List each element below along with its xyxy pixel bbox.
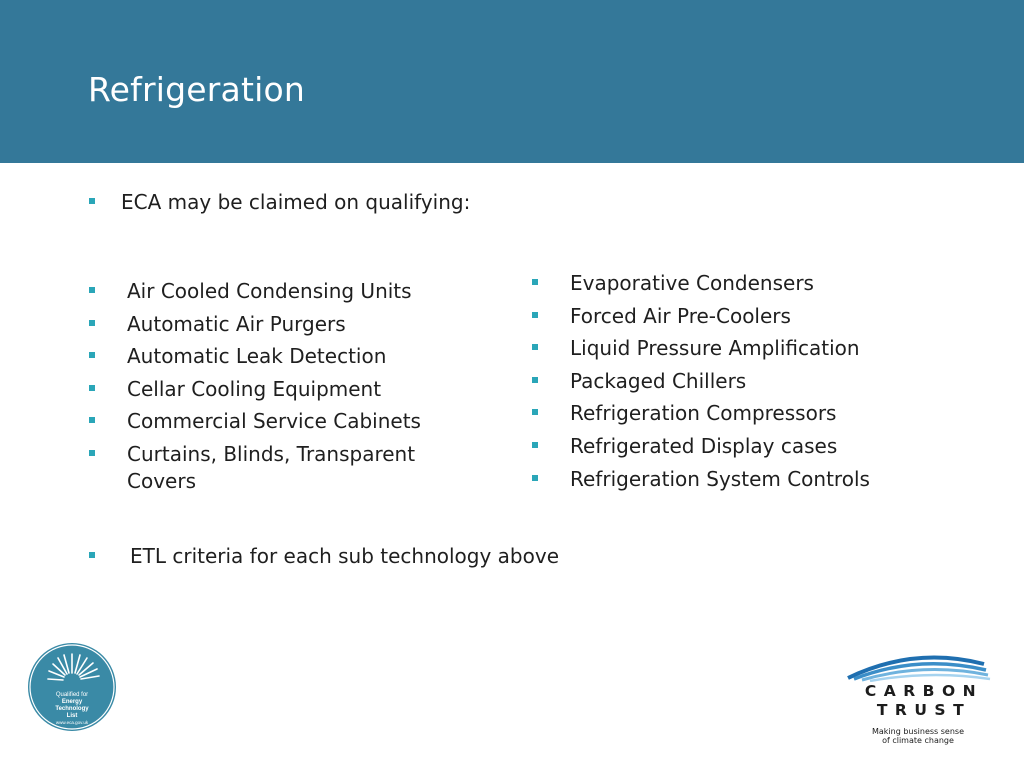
- left-item-list: [89, 278, 467, 500]
- bullet-square-icon: [532, 279, 538, 285]
- list-item: Refrigerated Display cases: [532, 433, 870, 460]
- list-item: Packaged Chillers: [532, 368, 870, 395]
- intro-text: ECA may be claimed on qualifying:: [121, 190, 471, 214]
- list-item: Commercial Service Cabinets: [89, 408, 467, 435]
- eca-line2: Energy: [61, 699, 83, 705]
- bullet-square-icon: [532, 312, 538, 318]
- bullet-square-icon: [89, 417, 95, 423]
- list-item: Air Cooled Condensing Units: [89, 278, 467, 305]
- carbon-trust-word1: CARBON: [864, 682, 984, 700]
- bullet-square-icon: [89, 287, 95, 293]
- bullet-square-icon: [532, 377, 538, 383]
- carbon-trust-word2: TRUST: [876, 701, 972, 719]
- list-item: Liquid Pressure Amplification: [532, 335, 870, 362]
- bullet-square-icon: [532, 475, 538, 481]
- eca-line4: List: [66, 713, 78, 719]
- eca-line3: Technology: [55, 706, 89, 712]
- list-item: Automatic Air Purgers: [89, 311, 467, 338]
- list-item: Cellar Cooling Equipment: [89, 376, 467, 403]
- slide-title: Refrigeration: [88, 70, 305, 109]
- carbon-trust-wave-icon: [844, 648, 992, 682]
- footer-bullet-text: ETL criteria for each sub technology above: [130, 544, 560, 568]
- bullet-square-icon: [89, 352, 95, 358]
- list-item: Evaporative Condensers: [532, 270, 870, 297]
- list-item: Forced Air Pre-Coolers: [532, 303, 870, 330]
- bullet-square-icon: [532, 409, 538, 415]
- list-item: Curtains, Blinds, Transparent Covers: [89, 441, 467, 495]
- eca-badge-logo: [27, 640, 117, 734]
- carbon-trust-logo: [844, 648, 992, 748]
- title-banner: [0, 0, 1024, 163]
- bullet-square-icon: [532, 344, 538, 350]
- bullet-square-icon: [89, 320, 95, 326]
- eca-url: www.eca.gov.uk: [55, 720, 89, 725]
- list-item: Refrigeration Compressors: [532, 400, 870, 427]
- list-item: Automatic Leak Detection: [89, 343, 467, 370]
- right-item-list: [532, 270, 870, 498]
- bullet-square-icon: [89, 198, 95, 204]
- list-item: Refrigeration System Controls: [532, 466, 870, 493]
- bullet-square-icon: [89, 552, 95, 558]
- bullet-square-icon: [532, 442, 538, 448]
- carbon-trust-tagline1: Making business sense: [871, 727, 964, 736]
- eca-line1: Qualified for: [55, 692, 89, 698]
- carbon-trust-tagline2: of climate change: [882, 736, 954, 745]
- bullet-square-icon: [89, 450, 95, 456]
- bullet-square-icon: [89, 385, 95, 391]
